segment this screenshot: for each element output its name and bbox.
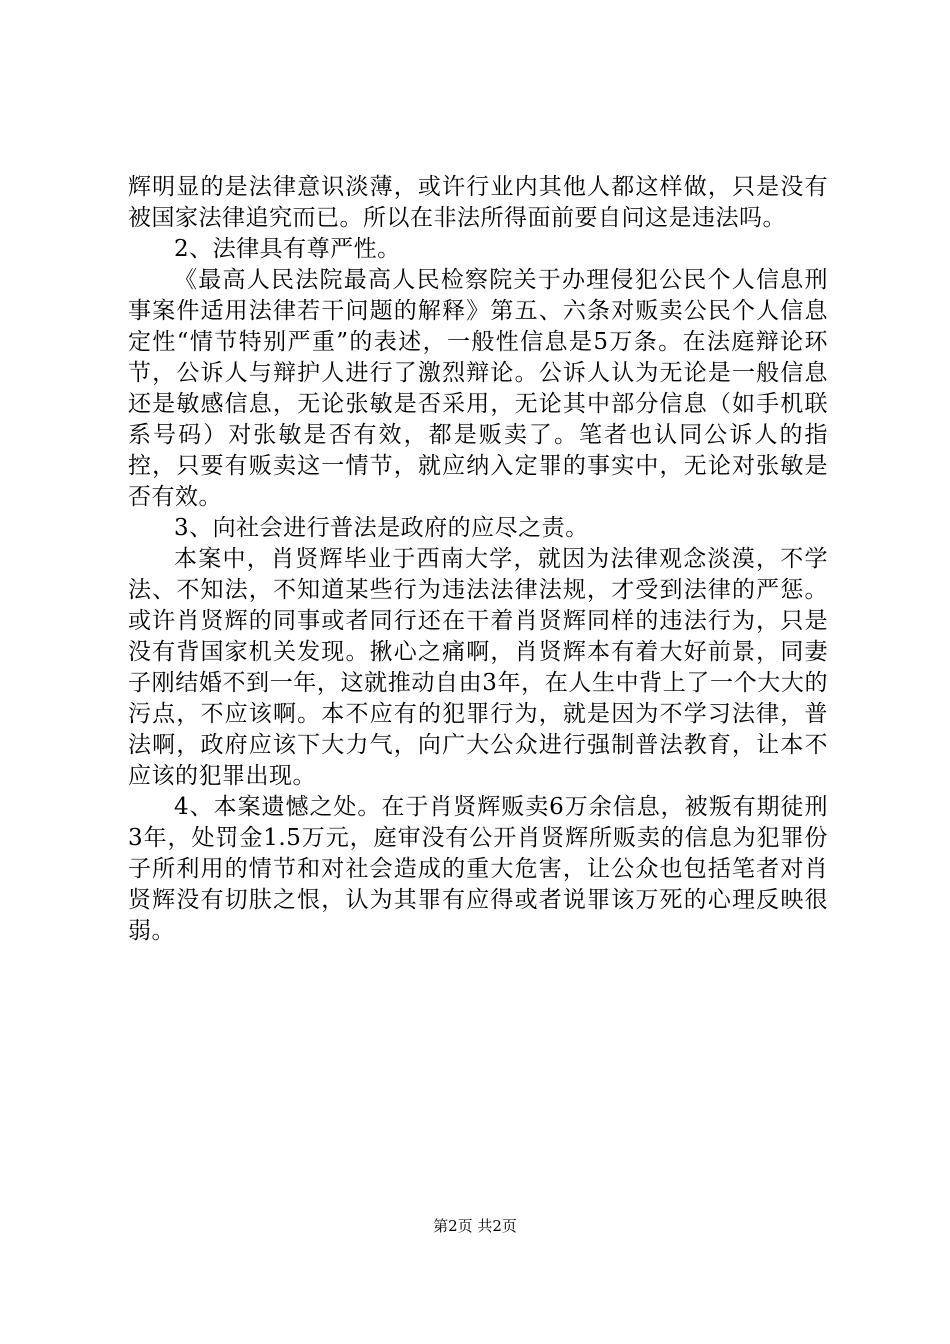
paragraph-1: 辉明显的是法律意识淡薄，或许行业内其他人都这样做，只是没有被国家法律追究而已。所以在非法所得面前要自问这是违法吗。 [128,174,828,231]
document-body [128,172,828,947]
paragraph-6: 4、本案遗憾之处。在于肖贤辉贩卖6万余信息，被叛有期徒刑3年，处罚金1.5万元，庭审没有公开肖贤辉所贩卖的信息为犯罪份子所利用的情节和对社会造成的重大危害，让公众也包括笔者对肖贤辉没有切肤之恨，认为其罪有应得或者说罪该万死的心理反映很弱。 [128,794,828,944]
paragraph-4-heading: 3、向社会进行普法是政府的应尽之责。 [174,515,589,541]
paragraph-3: 《最高人民法院最高人民检察院关于办理侵犯公民个人信息刑事案件适用法律若干问题的解释》第五、六条对贩卖公民个人信息定性“情节特别严重”的表述，一般性信息是5万条。在法庭辩论环节，公诉人与辩护人进行了激烈辩论。公诉人认为无论是一般信息还是敏感信息，无论张敏是否采用，无论其中部分信息（如手机联系号码）对张敏是否有效，都是贩卖了。笔者也认同公诉人的指控，只要有贩卖这一情节，就应纳入定罪的事实中，无论对张敏是否有效。 [128,267,828,510]
page-footer: 第2页 共2页 [433,1217,517,1235]
paragraph-5: 本案中，肖贤辉毕业于西南大学，就因为法律观念淡漠，不学法、不知法，不知道某些行为违法法律法规，才受到法律的严惩。或许肖贤辉的同事或者同行还在干着肖贤辉同样的违法行为，只是没有背国家机关发现。揪心之痛啊，肖贤辉本有着大好前景，同妻子刚结婚不到一年，这就推动自由3年，在人生中背上了一个大大的污点，不应该啊。本不应有的犯罪行为，就是因为不学习法律，普法啊，政府应该下大力气，向广大公众进行强制普法教育，让本不应该的犯罪出现。 [128,546,828,789]
paragraph-2-heading: 2、法律具有尊严性。 [174,236,401,262]
